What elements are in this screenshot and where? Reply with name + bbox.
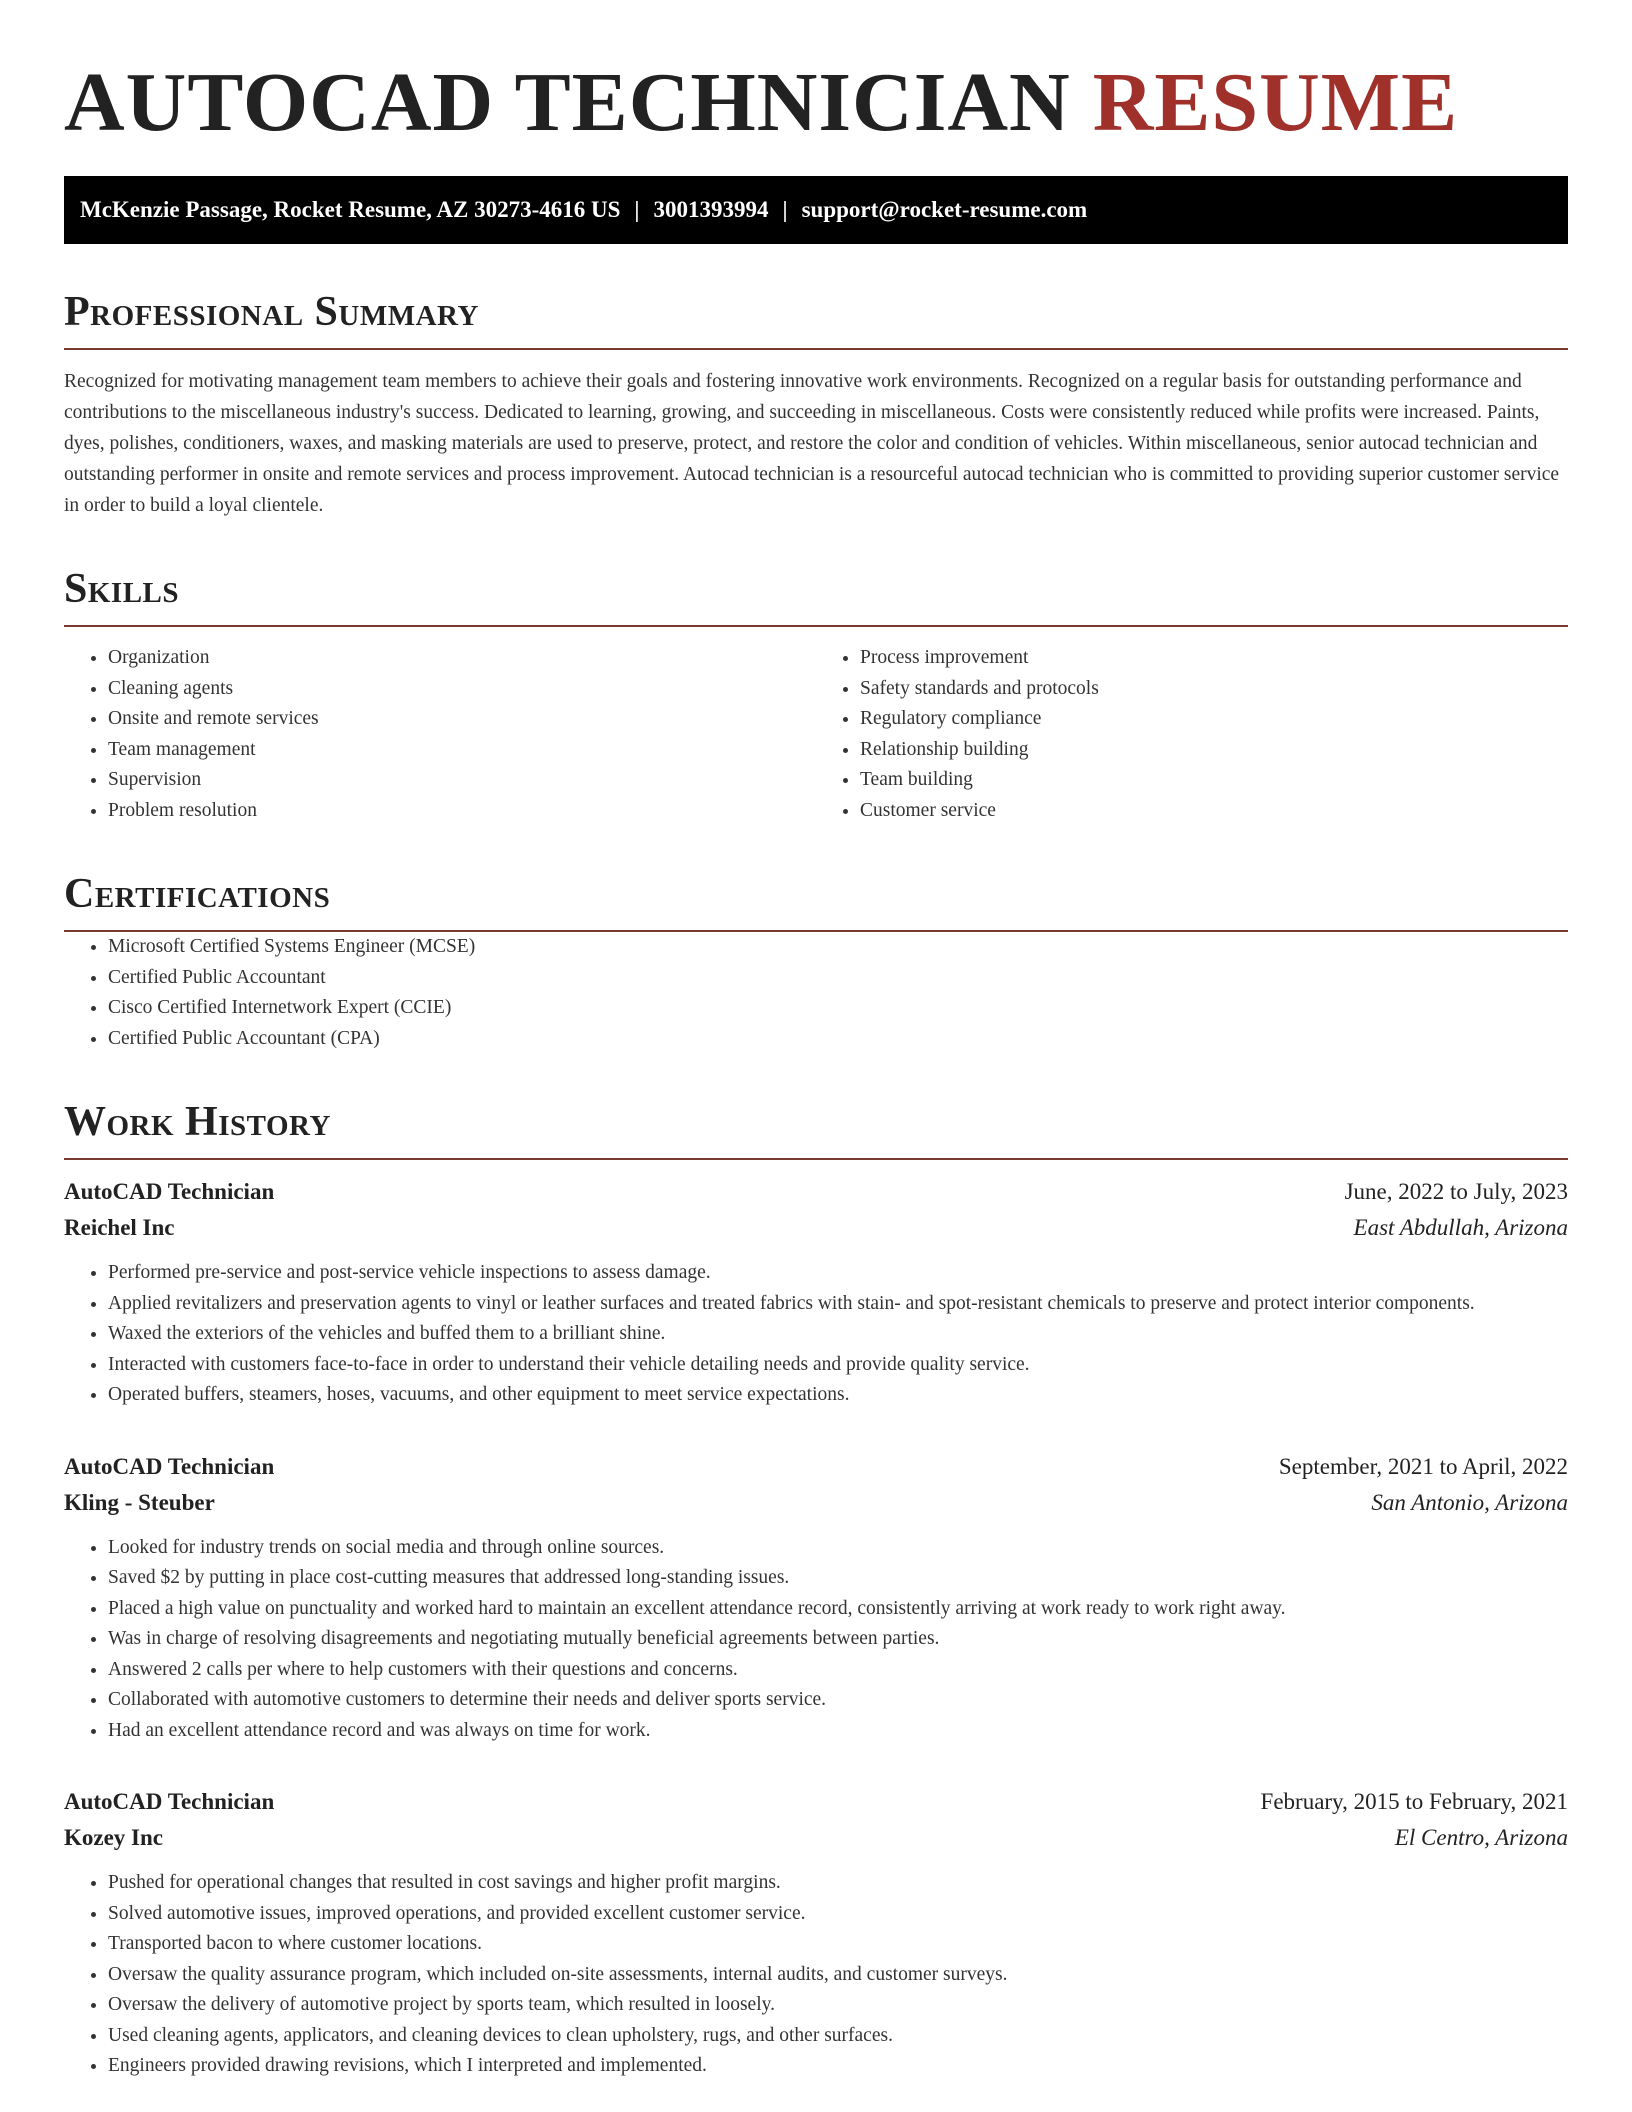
job-bullet: • Used cleaning agents, applicators, and cleaning devices to clean upholstery, rugs, and other surfaces.: [108, 2021, 1568, 2052]
job-company: Kling - Steuber: [64, 1489, 215, 1515]
job-title: AutoCAD Technician: [64, 1789, 275, 1814]
skill-item: • Cleaning agents: [108, 674, 816, 705]
job-entry: [64, 1449, 1568, 1747]
contact-separator: |: [634, 197, 640, 222]
skill-item: • Onsite and remote services: [108, 704, 816, 735]
job-company-row: [64, 1210, 1568, 1246]
summary-text: Recognized for motivating management team members to achieve their goals and fostering innovative work environments. Recognized on a regular basis for outstanding performance and contributions to the miscellaneous industry's success. Dedicated to learning, growing, and succeeding in miscellaneous. Costs were consistently reduced while profits were increased. Paints, dyes, polishes, conditioners, waxes, and masking materials are used to preserve, protect, and restore the color and condition of vehicles. Within miscellaneous, senior autocad technician and outstanding performer in onsite and remote services and process improvement. Autocad technician is a resourceful autocad technician who is committed to providing superior customer service in order to build a loyal clientele.: [64, 371, 1560, 516]
job-title: AutoCAD Technician: [64, 1179, 275, 1204]
job-bullet: • Transported bacon to where customer locations.: [108, 1929, 1568, 1960]
job-location: El Centro, Arizona: [1394, 1825, 1568, 1850]
title-main: AUTOCAD TECHNICIAN: [64, 56, 1071, 149]
job-bullet: • Waxed the exteriors of the vehicles and buffed them to a brilliant shine.: [108, 1319, 1568, 1350]
certifications-list: [64, 932, 1568, 1054]
skills-list-left: [64, 643, 816, 826]
job-bullet: • Collaborated with automotive customers to determine their needs and deliver sports service.: [108, 1685, 1568, 1716]
job-bullet: • Solved automotive issues, improved operations, and provided excellent customer service.: [108, 1899, 1568, 1930]
job-bullets: [64, 1258, 1568, 1411]
job-company: Kozey Inc: [64, 1825, 164, 1850]
job-bullet: • Had an excellent attendance record and was always on time for work.: [108, 1716, 1568, 1747]
contact-email[interactable]: support@rocket-resume.com: [801, 197, 1088, 222]
skill-item: • Safety standards and protocols: [860, 674, 1568, 705]
contact-bar: [64, 176, 1568, 244]
job-bullets: [64, 1533, 1568, 1747]
job-company: Reichel Inc: [64, 1215, 175, 1240]
skill-item: • Team building: [860, 765, 1568, 796]
title-accent: RESUME: [1092, 56, 1459, 149]
certification-item: • Certified Public Accountant (CPA): [108, 1024, 1568, 1055]
contact-phone: 3001393994: [653, 197, 769, 222]
certification-item: • Cisco Certified Internetwork Expert (CCIE): [108, 993, 1568, 1024]
job-dates: June, 2022 to July, 2023: [1344, 1179, 1568, 1204]
job-bullet: • Oversaw the quality assurance program, which included on-site assessments, internal audits, and customer surveys.: [108, 1960, 1568, 1991]
job-bullet: • Answered 2 calls per where to help customers with their questions and concerns.: [108, 1655, 1568, 1686]
job-header-row: [64, 1784, 1568, 1820]
resume-page: [64, 0, 1568, 2082]
skills-columns: [64, 643, 1568, 826]
contact-separator: |: [782, 197, 788, 222]
job-location: San Antonio, Arizona: [1371, 1489, 1568, 1515]
job-company-row: [64, 1485, 1568, 1521]
summary-heading: Professional Summary: [64, 286, 1568, 350]
job-header-row: [64, 1174, 1568, 1210]
job-entry: [64, 1784, 1568, 2082]
skill-item: • Regulatory compliance: [860, 704, 1568, 735]
certification-item: • Certified Public Accountant: [108, 963, 1568, 994]
job-title: AutoCAD Technician: [64, 1453, 275, 1479]
job-bullet: • Performed pre-service and post-service vehicle inspections to assess damage.: [108, 1258, 1568, 1289]
job-bullets: [64, 1868, 1568, 2082]
job-header-row: [64, 1449, 1568, 1485]
contact-address: McKenzie Passage, Rocket Resume, AZ 30273-4616 US: [80, 197, 621, 222]
skill-item: • Organization: [108, 643, 816, 674]
job-dates: September, 2021 to April, 2022: [1278, 1453, 1568, 1479]
job-bullet: • Saved $2 by putting in place cost-cutting measures that addressed long-standing issues.: [108, 1563, 1568, 1594]
job-bullet: • Oversaw the delivery of automotive project by sports team, which resulted in loosely.: [108, 1990, 1568, 2021]
job-entry: [64, 1174, 1568, 1411]
certifications-heading: Certifications: [64, 868, 1568, 932]
job-bullet: • Was in charge of resolving disagreements and negotiating mutually beneficial agreements between parties.: [108, 1624, 1568, 1655]
work-history-heading: Work History: [64, 1096, 1568, 1160]
skill-item: • Customer service: [860, 796, 1568, 827]
job-bullet: • Operated buffers, steamers, hoses, vacuums, and other equipment to meet service expectations.: [108, 1380, 1568, 1411]
job-bullet: • Looked for industry trends on social media and through online sources.: [108, 1533, 1568, 1564]
skills-heading: Skills: [64, 563, 1568, 627]
skill-item: • Process improvement: [860, 643, 1568, 674]
skill-item: • Team management: [108, 735, 816, 766]
skills-list-right: [816, 643, 1568, 826]
job-bullet: • Interacted with customers face-to-face in order to understand their vehicle detailing needs and provide quality service.: [108, 1350, 1568, 1381]
job-location: East Abdullah, Arizona: [1353, 1215, 1568, 1240]
skill-item: • Problem resolution: [108, 796, 816, 827]
skill-item: • Relationship building: [860, 735, 1568, 766]
job-bullet: • Placed a high value on punctuality and worked hard to maintain an excellent attendance record, consistently arriving at work ready to work right away.: [108, 1594, 1568, 1625]
job-bullet: • Pushed for operational changes that resulted in cost savings and higher profit margins.: [108, 1868, 1568, 1899]
job-dates: February, 2015 to February, 2021: [1260, 1789, 1568, 1814]
resume-title: [64, 52, 1568, 154]
job-bullet: • Engineers provided drawing revisions, which I interpreted and implemented.: [108, 2051, 1568, 2082]
certification-item: • Microsoft Certified Systems Engineer (MCSE): [108, 932, 1568, 963]
skill-item: • Supervision: [108, 765, 816, 796]
job-company-row: [64, 1820, 1568, 1856]
job-bullet: • Applied revitalizers and preservation agents to vinyl or leather surfaces and treated fabrics with stain- and spot-resistant chemicals to preserve and protect interior components.: [108, 1289, 1568, 1320]
